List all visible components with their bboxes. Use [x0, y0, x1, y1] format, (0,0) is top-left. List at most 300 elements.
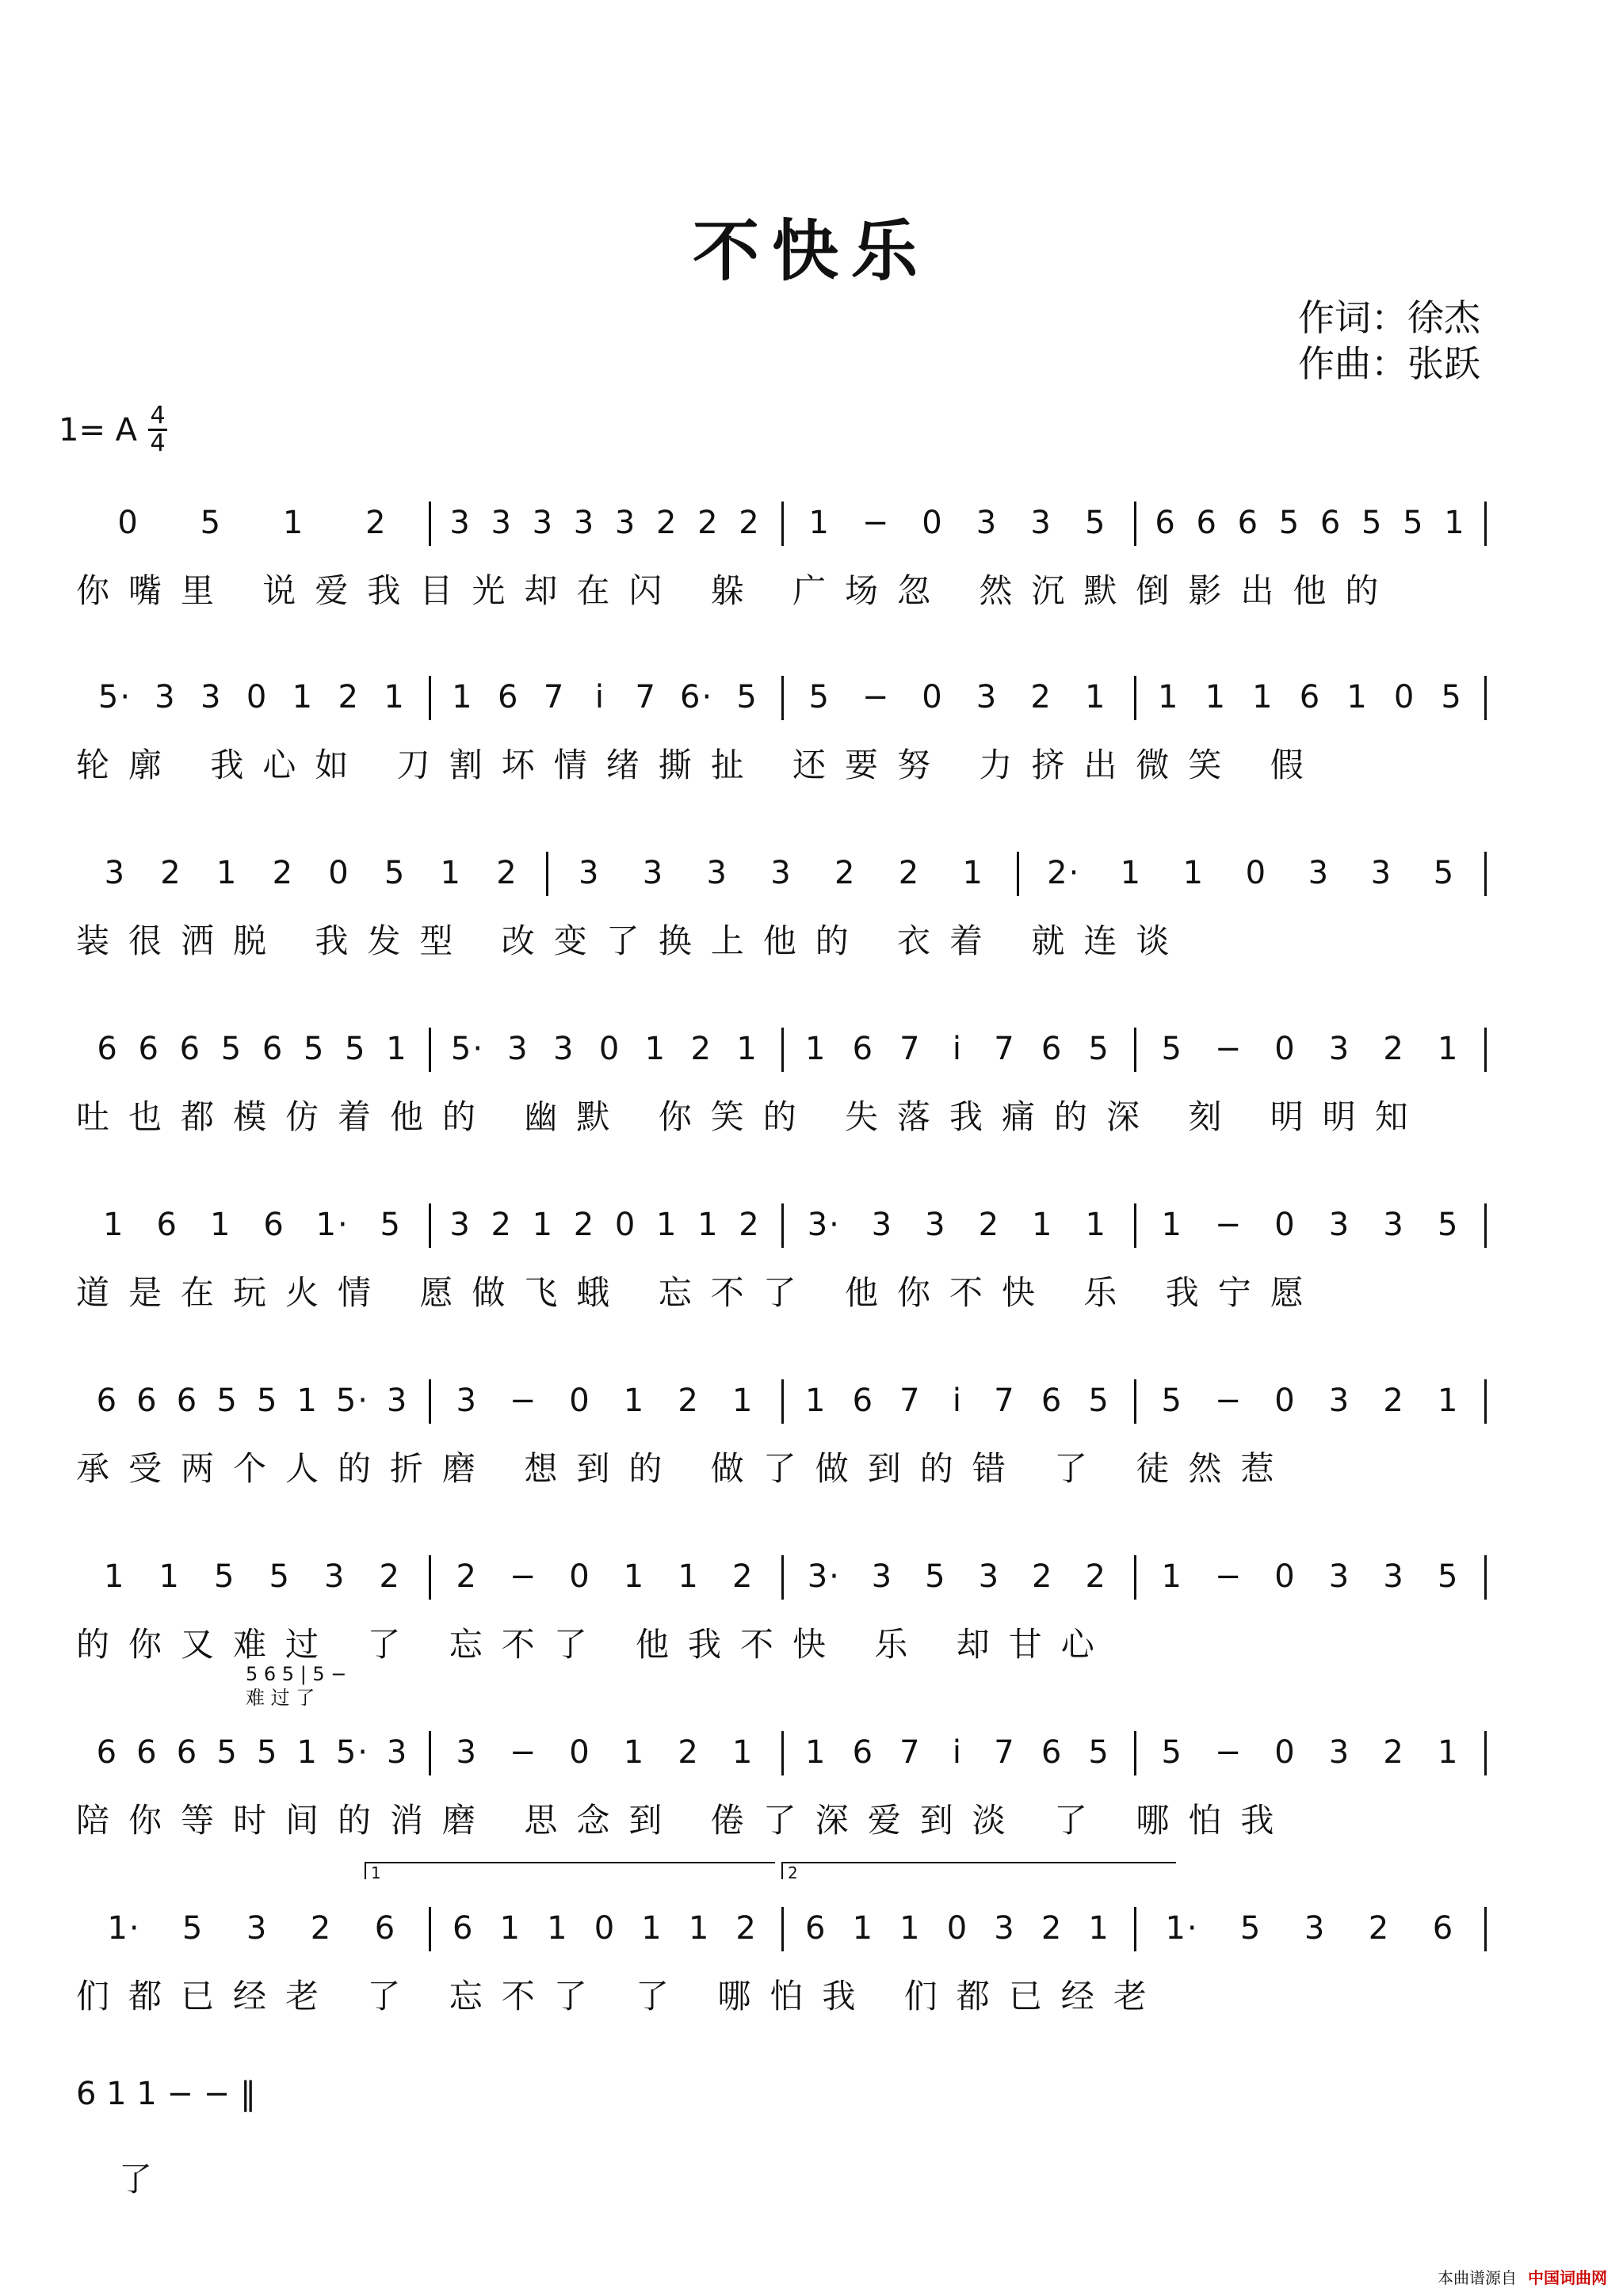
lyrics-line: 们都已经老 了 忘不了 了 哪怕我 们都已经老: [76, 1977, 1166, 2015]
note: 1: [697, 1207, 720, 1243]
note: −: [861, 505, 891, 541]
note: 2: [1368, 1910, 1391, 1947]
note: 6: [374, 1910, 397, 1947]
lyrics-line: 承受两个人的折磨 想到的 做了做到的错 了 徒然惹: [76, 1449, 1293, 1487]
barline: [1134, 676, 1136, 720]
note: 2: [898, 855, 921, 891]
note: 3: [324, 1558, 346, 1595]
measure: [781, 1207, 1134, 1243]
note: −: [509, 1734, 538, 1771]
barline: [1134, 1907, 1136, 1951]
volta-2-label: 2: [788, 1863, 798, 1882]
measure: [781, 505, 1134, 541]
note: 1: [1346, 679, 1369, 715]
note: 6: [262, 1031, 285, 1067]
note: 6: [1237, 505, 1260, 541]
note: −: [509, 1383, 538, 1419]
note: 2: [379, 1558, 401, 1595]
measure: [781, 1383, 1134, 1419]
note: 3: [456, 1734, 478, 1771]
barline: [1134, 502, 1136, 546]
note: i: [952, 1031, 964, 1067]
barline: [1484, 676, 1487, 720]
note: 3: [200, 679, 223, 715]
note: 1: [296, 1383, 319, 1419]
volta-2: [781, 1862, 1176, 1882]
alternate-notes: [246, 1662, 346, 1710]
note: 5: [1088, 1383, 1110, 1419]
measure: [429, 1910, 781, 1947]
volta-1: [365, 1862, 775, 1882]
note: 6: [176, 1734, 199, 1771]
barline: [1134, 1028, 1136, 1072]
measure: [1134, 1207, 1487, 1243]
note: 3: [578, 855, 601, 891]
note: 0: [1274, 1207, 1296, 1243]
barline: [781, 1379, 784, 1424]
barline: [1134, 1731, 1136, 1775]
barline: [1484, 1203, 1487, 1248]
key-signature: [59, 404, 167, 456]
note: 2: [690, 1031, 712, 1067]
note: 1: [736, 1031, 758, 1067]
note: 3: [386, 1383, 409, 1419]
note: 0: [117, 505, 139, 541]
note: 3: [449, 505, 472, 541]
note: 6: [852, 1383, 875, 1419]
note: 1: [1182, 855, 1205, 891]
note: 0: [922, 679, 944, 715]
note: 1: [532, 1207, 555, 1243]
barline: [1134, 1379, 1136, 1424]
note: 6: [156, 1207, 178, 1243]
note: 5: [1161, 1383, 1183, 1419]
note: 1: [1437, 1383, 1460, 1419]
note: 1: [440, 855, 462, 891]
lyrics-line: 轮廓 我心如 刀割坏情绪撕扯 还要努 力挤出微笑 假: [76, 746, 1323, 784]
note: 3: [642, 855, 665, 891]
barline: [1484, 1555, 1487, 1600]
note: 3: [1328, 1383, 1351, 1419]
note: 1: [623, 1734, 646, 1771]
note: 2: [1383, 1031, 1405, 1067]
note: 1: [1437, 1734, 1460, 1771]
note: 5: [1239, 1910, 1262, 1947]
note: 6: [852, 1734, 875, 1771]
note: 1: [688, 1910, 711, 1947]
note: 2: [496, 855, 518, 891]
note: 0: [569, 1734, 591, 1771]
note: 2: [1041, 1910, 1064, 1947]
measure: [429, 1383, 781, 1419]
note: 3: [104, 855, 127, 891]
note: 1: [1120, 855, 1143, 891]
note: 7: [543, 679, 566, 715]
note: 2: [731, 1558, 754, 1595]
measure: [1134, 1558, 1487, 1595]
barline: [429, 1028, 431, 1072]
measure: [1134, 1734, 1487, 1771]
note: 0: [1245, 855, 1268, 891]
note: 1: [644, 1031, 667, 1067]
barline: [781, 676, 784, 720]
note: 2: [456, 1558, 478, 1595]
notes-line: [76, 845, 1487, 901]
note: 5: [1161, 1031, 1183, 1067]
barline: [781, 502, 784, 546]
note: 1: [805, 1031, 827, 1067]
note: 0: [246, 679, 269, 715]
note: 3: [532, 505, 555, 541]
barline: [1484, 1028, 1487, 1072]
note: 3: [507, 1031, 529, 1067]
note: 5: [1433, 855, 1456, 891]
note: 1: [1161, 1558, 1183, 1595]
note: 3: [978, 1558, 1001, 1595]
note: 0: [1393, 679, 1416, 715]
note: 6: [138, 1031, 160, 1067]
note: 1·: [315, 1207, 349, 1243]
barline: [1484, 852, 1487, 896]
measure: [76, 679, 429, 715]
note: 5: [1437, 1207, 1460, 1243]
lyrics-line: 你嘴里 说爱我目光却在闪 躲 广场忽 然沉默倒影出他的: [76, 571, 1398, 609]
note: 1: [852, 1910, 875, 1947]
measure: [76, 1207, 429, 1243]
composer: 作曲：张跃: [1298, 342, 1480, 385]
measure: [1134, 1383, 1487, 1419]
measure: [76, 505, 429, 541]
measure: [1017, 855, 1487, 891]
note: 3: [553, 1031, 575, 1067]
note: 5: [1278, 505, 1301, 541]
note: 1: [655, 1207, 678, 1243]
note: 6: [96, 1383, 119, 1419]
note: 3: [1308, 855, 1331, 891]
note: 6: [1319, 505, 1342, 541]
note: 0: [594, 1910, 617, 1947]
lyrics-line: 道是在玩火情 愿做飞蛾 忘不了 他你不快 乐 我宁愿: [76, 1273, 1323, 1311]
note: 2: [655, 505, 678, 541]
measure: [429, 1031, 781, 1067]
note: −: [1214, 1558, 1243, 1595]
note: 1: [1444, 505, 1466, 541]
footer-source: 本曲谱源自: [1438, 2268, 1517, 2287]
song-title: 不快乐: [692, 212, 930, 290]
note: 3: [871, 1207, 894, 1243]
measure: [429, 679, 781, 715]
note: 2: [678, 1734, 700, 1771]
time-bottom: 4: [150, 429, 166, 457]
barline: [781, 1203, 784, 1248]
key-label: 1= A: [59, 411, 138, 448]
note: 1: [1205, 679, 1228, 715]
measure: [76, 1910, 429, 1947]
lyrics-line: 陪你等时间的消磨 思念到 倦了深爱到淡 了 哪怕我: [76, 1801, 1293, 1839]
note: 5: [256, 1383, 279, 1419]
note: 6: [136, 1734, 158, 1771]
volta-1-label: 1: [371, 1863, 381, 1882]
note: 6: [1041, 1031, 1064, 1067]
note: 6: [97, 1031, 119, 1067]
note: 1: [805, 1734, 827, 1771]
note: 0: [946, 1910, 969, 1947]
note: 2: [735, 1910, 758, 1947]
measure: [781, 1734, 1134, 1771]
note: 3: [1030, 505, 1052, 541]
measure: [1134, 679, 1487, 715]
note: 1: [678, 1558, 700, 1595]
measure: [1134, 1910, 1487, 1947]
note: 5: [1084, 505, 1107, 541]
note: 1: [731, 1383, 754, 1419]
note: 5: [214, 1558, 236, 1595]
note: 5: [925, 1558, 947, 1595]
barline: [1484, 1731, 1487, 1775]
note: 5: [220, 1031, 243, 1067]
note: 6: [498, 679, 520, 715]
note: 1: [452, 679, 474, 715]
note: 6: [453, 1910, 475, 1947]
footer: [1438, 2265, 1607, 2288]
note: 1: [731, 1734, 754, 1771]
barline: [1484, 1907, 1487, 1951]
note: 3: [770, 855, 792, 891]
note: 0: [569, 1383, 591, 1419]
note: 3: [155, 679, 177, 715]
barline: [1134, 1555, 1136, 1600]
note: −: [861, 679, 891, 715]
barline: [429, 1379, 431, 1424]
note: 0: [1274, 1558, 1296, 1595]
measure: [429, 1207, 781, 1243]
note: 3: [1370, 855, 1393, 891]
note: 5: [384, 855, 407, 891]
measure: [1134, 505, 1487, 541]
note: 0: [569, 1558, 591, 1595]
note: 3: [976, 505, 999, 541]
credits: [1298, 295, 1480, 387]
note: 3: [706, 855, 728, 891]
alt-lyric-line: 难 过 了: [246, 1687, 315, 1709]
note: 3: [994, 1910, 1016, 1947]
note: 5·: [335, 1383, 370, 1419]
note: 6: [179, 1031, 202, 1067]
note: 6·: [680, 679, 714, 715]
barline: [1134, 1203, 1136, 1248]
note: 3: [1328, 1207, 1351, 1243]
barline: [546, 852, 548, 896]
note: 5: [303, 1031, 326, 1067]
note: i: [594, 679, 605, 715]
note: 2: [1085, 1558, 1107, 1595]
note: 2: [834, 855, 857, 891]
note: 3: [925, 1207, 947, 1243]
measure: [429, 1558, 781, 1595]
measure: [429, 505, 781, 541]
note: 3: [1383, 1207, 1405, 1243]
barline: [781, 1731, 784, 1775]
note: 1: [499, 1910, 522, 1947]
note: 5: [380, 1207, 402, 1243]
barline: [1484, 1379, 1487, 1424]
measure: [781, 1558, 1134, 1595]
note: 3: [491, 505, 513, 541]
note: 7: [899, 1383, 922, 1419]
note: 0: [614, 1207, 637, 1243]
barline: [429, 1907, 431, 1951]
measure: [781, 679, 1134, 715]
note: 5·: [335, 1734, 370, 1771]
measure: [76, 1383, 429, 1419]
note: 1: [216, 855, 239, 891]
note: 0: [922, 505, 944, 541]
note: 1: [1437, 1031, 1460, 1067]
note: 1: [1252, 679, 1274, 715]
note: −: [1214, 1031, 1243, 1067]
note: 2: [272, 855, 295, 891]
note: 3: [1304, 1910, 1327, 1947]
note: 2: [697, 505, 720, 541]
barline: [429, 676, 431, 720]
measure: [781, 1031, 1134, 1067]
note: 1: [386, 1031, 408, 1067]
note: 7: [994, 1734, 1016, 1771]
measure: [546, 855, 1016, 891]
barline: [429, 1731, 431, 1775]
note: 1: [1088, 1910, 1110, 1947]
note: 2: [573, 1207, 596, 1243]
note: 6: [852, 1031, 875, 1067]
measure: [76, 855, 546, 891]
note: 1: [805, 1383, 827, 1419]
note: 1: [1032, 1207, 1054, 1243]
note: 7: [899, 1734, 922, 1771]
note: 0: [1274, 1383, 1296, 1419]
note: 5: [216, 1383, 239, 1419]
note: 5: [1161, 1734, 1183, 1771]
note: 5: [256, 1734, 279, 1771]
note: 1: [1085, 1207, 1107, 1243]
barline: [781, 1555, 784, 1600]
measure: [1134, 1031, 1487, 1067]
note: 3: [573, 505, 596, 541]
note: 1: [296, 1734, 319, 1771]
note: 5: [181, 1910, 204, 1947]
footer-brand: 中国词曲网: [1528, 2268, 1607, 2287]
note: 5·: [97, 679, 132, 715]
note: 6: [176, 1383, 199, 1419]
note: 2: [1383, 1383, 1405, 1419]
note: 3: [976, 679, 999, 715]
final-measure: 6 1 1 − − ‖: [76, 2076, 256, 2112]
note: 6: [1432, 1910, 1455, 1947]
note: 7: [635, 679, 657, 715]
barline: [429, 1203, 431, 1248]
note: 3: [1383, 1558, 1405, 1595]
note: 3: [456, 1383, 478, 1419]
note: 1: [623, 1558, 646, 1595]
note: 5: [736, 679, 758, 715]
barline: [1017, 852, 1019, 896]
note: 2: [978, 1207, 1001, 1243]
note: 3: [386, 1734, 409, 1771]
note: 6: [1041, 1383, 1064, 1419]
note: 1: [1084, 679, 1107, 715]
note: 6: [136, 1383, 158, 1419]
note: −: [1214, 1207, 1243, 1243]
barline: [781, 1907, 784, 1951]
note: 3: [1328, 1558, 1351, 1595]
barline: [1484, 502, 1487, 546]
note: 6: [1155, 505, 1177, 541]
note: 3·: [807, 1558, 841, 1595]
note: 2: [365, 505, 388, 541]
note: 3: [614, 505, 637, 541]
note: 5: [1441, 679, 1463, 715]
note: 1: [282, 505, 305, 541]
barline: [781, 1028, 784, 1072]
note: 6: [1299, 679, 1322, 715]
note: 3: [1328, 1031, 1351, 1067]
note: 6: [96, 1734, 119, 1771]
note: 3: [449, 1207, 472, 1243]
note: i: [952, 1383, 964, 1419]
barline: [429, 1555, 431, 1600]
note: 5: [1403, 505, 1425, 541]
note: −: [1214, 1383, 1243, 1419]
lyrics-line: 吐也都模仿着他的 幽默 你笑的 失落我痛的深 刻 明明知: [76, 1097, 1427, 1135]
measure: [76, 1558, 429, 1595]
note: 3: [246, 1910, 269, 1947]
note: 7: [994, 1383, 1016, 1419]
note: 6: [1041, 1734, 1064, 1771]
time-signature: [148, 404, 167, 456]
alt-notes-line: 5 6 5 | 5 −: [246, 1663, 347, 1685]
note: 3: [871, 1558, 894, 1595]
note: 7: [994, 1031, 1016, 1067]
measure: [429, 1734, 781, 1771]
note: 5: [345, 1031, 367, 1067]
measure: [76, 1031, 429, 1067]
note: 0: [1274, 1031, 1296, 1067]
note: 7: [899, 1031, 922, 1067]
note: 1: [641, 1910, 663, 1947]
note: 2: [491, 1207, 513, 1243]
note: 0: [328, 855, 350, 891]
note: 0: [598, 1031, 621, 1067]
note: 1: [209, 1207, 232, 1243]
note: 1: [547, 1910, 569, 1947]
note: 6: [805, 1910, 827, 1947]
note: 5: [1088, 1031, 1110, 1067]
note: 1: [899, 1910, 922, 1947]
note: 1: [623, 1383, 646, 1419]
note: −: [509, 1558, 538, 1595]
note: 1: [808, 505, 831, 541]
lyricist: 作词：徐杰: [1298, 296, 1480, 339]
note: 3: [1328, 1734, 1351, 1771]
note: 5: [808, 679, 831, 715]
lyrics-line: 的你又难过 了 忘不了 他我不快 乐 却甘心: [76, 1625, 1113, 1663]
note: 2: [678, 1383, 700, 1419]
note: 1: [962, 855, 984, 891]
note: 2: [310, 1910, 333, 1947]
note: 6: [263, 1207, 285, 1243]
note: 3·: [807, 1207, 841, 1243]
note: 5: [1437, 1558, 1460, 1595]
note: 2: [739, 1207, 761, 1243]
